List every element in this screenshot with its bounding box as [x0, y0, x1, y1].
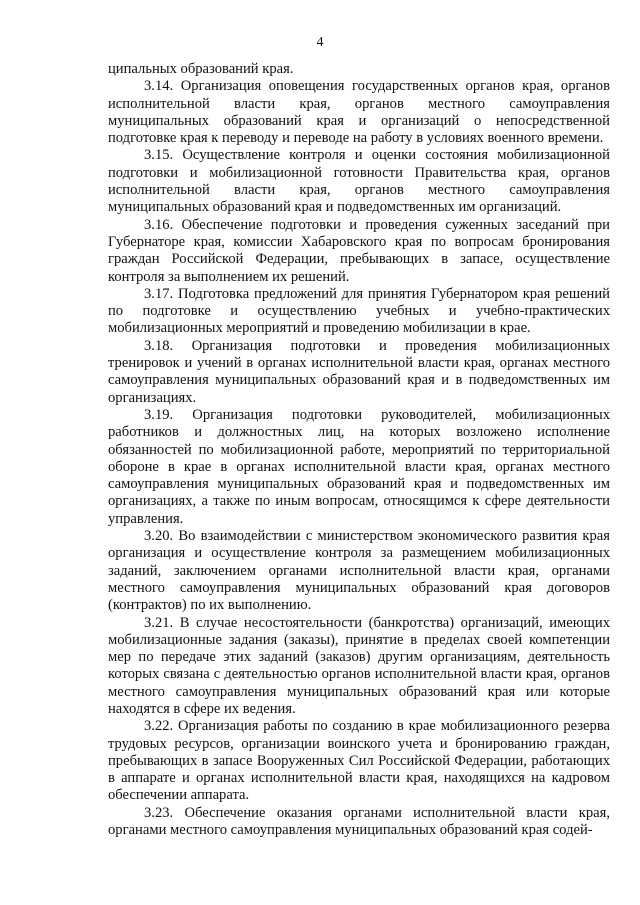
paragraph-3-17: 3.17. Подготовка предложений для принятия Губернатором края решений по подготовке и осуществлению учебных и учебно-практических мобилизационных мероприятий и проведению мобилизации в крае.: [108, 285, 610, 337]
paragraph-3-18: 3.18. Организация подготовки и проведения мобилизационных тренировок и учений в органах исполнительной власти края, органах местного самоуправления муниципальных образований края и в подведомственных им организациях.: [108, 337, 610, 406]
paragraph-3-19: 3.19. Организация подготовки руководителей, мобилизационных работников и должностных лиц, на которых возложено исполнение обязанностей по мобилизационной работе, мероприятий по территориальной обороне в крае в органах исполнительной власти края, органах местного самоуправления муниципальных образований края и подведомственных им организациях, а также по иным вопросам, относящимся к сфере деятельности управления.: [108, 406, 610, 527]
paragraph-3-15: 3.15. Осуществление контроля и оценки состояния мобилизационной подготовки и мобилизационной готовности Правительства края, органов исполнительной власти края, органов местного самоуправления муниципальных образований края и подведомственных им организаций.: [108, 147, 610, 216]
paragraph-3-20: 3.20. Во взаимодействии с министерством экономического развития края организация и осуществление контроля за размещением мобилизационных заданий, заключением органами исполнительной власти края, органами местного самоуправления муниципальных образований края договоров (контрактов) по их выполнению.: [108, 528, 610, 614]
paragraph-3-23: 3.23. Обеспечение оказания органами исполнительной власти края, органами местного самоуправления муниципальных образований края содей-: [108, 804, 610, 839]
document-body: [108, 61, 610, 839]
paragraph-continuation: ципальных образований края.: [108, 61, 294, 77]
page-number: 4: [316, 35, 324, 50]
paragraph-3-14: 3.14. Организация оповещения государственных органов края, органов исполнительной власти края, органов местного самоуправления муниципальных образований края и организаций о непосредственной подготовке края к переводу и переводе на работу в условиях военного времени.: [108, 78, 610, 147]
paragraph-3-16: 3.16. Обеспечение подготовки и проведения суженных заседаний при Губернаторе края, комиссии Хабаровского края по вопросам бронирования граждан Российской Федерации, пребывающих в запасе, осуществление контроля за выполнением их решений.: [108, 216, 610, 285]
paragraph-3-22: 3.22. Организация работы по созданию в крае мобилизационного резерва трудовых ресурсов, организации воинского учета и бронированию граждан, пребывающих в запасе Вооруженных Сил Российской Федерации, работающих в аппарате и органах исполнительной власти края, находящихся на кадровом обеспечении аппарата.: [108, 718, 610, 804]
paragraph-3-21: 3.21. В случае несостоятельности (банкротства) организаций, имеющих мобилизационные задания (заказы), принятие в пределах своей компетенции мер по передаче этих заданий (заказов) другим организациям, деятельность которых связана с деятельностью органов исполнительной власти края, органов местного самоуправления муниципальных образований края или которые находятся в сфере их ведения.: [108, 614, 610, 717]
